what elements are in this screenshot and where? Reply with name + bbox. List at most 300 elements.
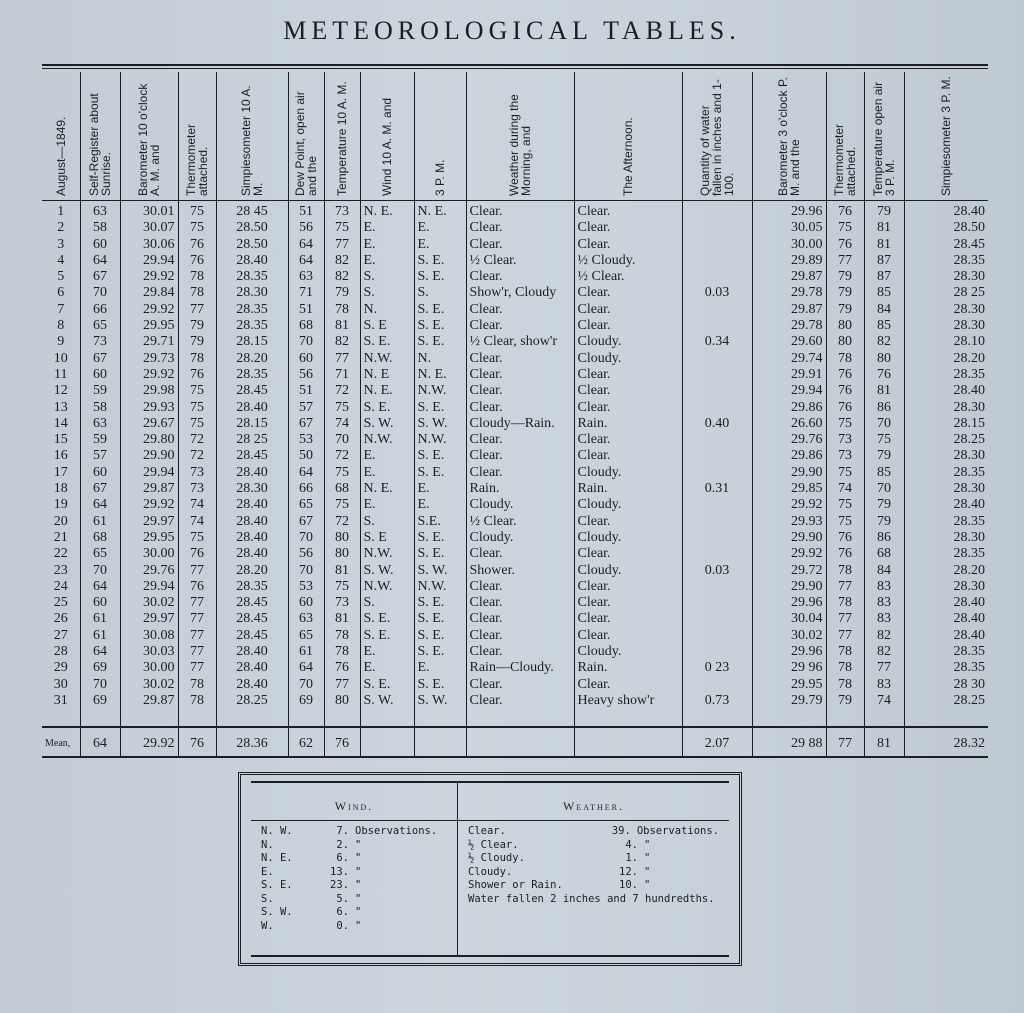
table-cell: 78 [826,644,864,660]
table-cell: 29.78 [752,285,826,301]
weather-heading: Weather. [458,783,729,821]
table-cell: Clear. [574,448,682,464]
table-cell: 51 [288,201,324,221]
wind-dir: S. W. [261,906,293,918]
table-cell: N. E. [360,383,414,399]
table-cell: 0.03 [682,285,752,301]
table-cell: 28.35 [953,660,985,676]
table-cell: 76 [826,546,864,562]
table-cell: 28.35 [216,579,288,595]
table-cell: ½ Clear. [466,253,574,269]
table-cell: 28.40 [216,546,288,562]
mean-cell: 81 [864,727,904,757]
table-cell: E. [360,644,414,660]
table-cell: 79 [864,514,904,530]
table-cell: 29.90 [752,579,826,595]
table-cell: 28.40 [216,677,288,693]
weather-kind: Shower or Rain. [468,879,563,891]
table-cell: 56 [288,367,324,383]
table-cell: Clear. [574,220,682,236]
table-cell: 82 [324,334,360,350]
weather-count: 1. [625,852,638,864]
weather-count: 4. [625,838,638,851]
table-cell: 29.89 [752,253,826,269]
wind-unit: " [355,838,362,851]
table-cell: 30.00 [120,546,178,562]
table-cell [682,497,752,513]
table-cell: 28.35 [216,302,288,318]
wind-dir: E. [261,865,274,878]
table-cell: N.W. [360,351,414,367]
table-row [42,448,988,464]
table-cell: E. [360,253,414,269]
table-cell: 29 [42,660,80,676]
table-cell: 81 [864,220,904,236]
table-cell: E. [414,481,466,497]
table-cell: 22 [42,546,80,562]
table-cell: 80 [826,334,864,350]
table-cell: E. [360,465,414,481]
table-cell: 77 [826,611,864,627]
table-cell: 28.40 [216,497,288,513]
table-cell: 76 [178,367,216,383]
table-cell: 29.80 [120,432,178,448]
table-row [42,432,988,448]
table-cell: Clear. [574,318,682,334]
table-cell: 75 [324,579,360,595]
table-cell: 51 [288,383,324,399]
table-cell: 30.00 [752,237,826,253]
table-cell: 78 [178,351,216,367]
table-cell: N.W. [414,579,466,595]
table-cell: Clear. [466,367,574,383]
weather-unit: " [644,852,651,864]
table-cell: 73 [178,481,216,497]
table-cell: Clear. [466,644,574,660]
table-cell [682,318,752,334]
table-cell: 63 [80,201,120,221]
table-cell: 60 [80,595,120,611]
table-cell: Cloudy. [574,334,682,350]
table-cell: 29.90 [120,448,178,464]
table-cell: 60 [80,237,120,253]
table-cell: 76 [826,530,864,546]
table-cell: 75 [826,416,864,432]
column-header [574,72,682,201]
table-cell [682,448,752,464]
table-cell [682,530,752,546]
table-cell: 77 [826,628,864,644]
table-cell [682,611,752,627]
table-cell: 28.25 [953,692,985,708]
table-cell: 74 [826,481,864,497]
table-cell [682,367,752,383]
table-cell: 29.92 [120,497,178,513]
table-cell: 29.84 [120,285,178,301]
table-row [42,285,988,301]
wind-row [261,852,447,866]
table-cell: Clear. [574,302,682,318]
table-row [42,677,988,693]
column-header [414,72,466,201]
table-cell: 0.31 [682,481,752,497]
column-header-label: Barometer 3 o'clock P. M. and the [776,77,802,196]
table-cell: 67 [288,416,324,432]
mean-cell: 64 [80,727,120,757]
table-cell: 0.40 [682,416,752,432]
table-cell: 28.30 [953,301,985,317]
table-cell: 79 [324,285,360,301]
table-cell: 28 25 [953,285,985,301]
table-cell: N. E. [360,481,414,497]
wind-dir: W. [261,919,274,932]
column-header-label: The Afternoon. [621,117,635,196]
table-cell: 64 [80,579,120,595]
table-cell: 10 [42,351,80,367]
table-cell: 58 [80,400,120,416]
table-cell: 57 [288,400,324,416]
table-cell: Clear. [574,432,682,448]
table-cell: 18 [42,481,80,497]
column-header-label: Barometer 10 o'clock A. M. and [136,83,162,196]
table-cell: 29.94 [120,253,178,269]
table-cell: 61 [80,628,120,644]
table-cell: 30 [42,677,80,693]
table-cell: 28.40 [216,514,288,530]
table-cell: 28.20 [216,563,288,579]
column-header [826,72,864,201]
table-cell: 72 [324,448,360,464]
table-cell: 77 [178,628,216,644]
table-cell: 28.45 [216,611,288,627]
table-cell [682,628,752,644]
table-cell: 70 [288,334,324,350]
table-cell: 61 [80,611,120,627]
table-cell: 24 [42,579,80,595]
table-cell: 69 [80,693,120,709]
table-cell: S. E. [414,465,466,481]
table-cell: 85 [864,465,904,481]
table-cell: Clear. [574,400,682,416]
table-cell: 76 [826,400,864,416]
table-row [42,628,988,644]
table-cell: S. E. [414,448,466,464]
table-cell: 65 [288,497,324,513]
table-cell: N.W. [360,546,414,562]
table-cell: 15 [42,432,80,448]
table-cell: 28.45 [216,628,288,644]
table-cell: S. E. [414,611,466,627]
table-cell: E. [414,660,466,676]
mean-cell: Mean, [42,727,80,757]
table-cell: 81 [864,237,904,253]
table-cell: 28.35 [216,318,288,334]
table-cell: 77 [324,237,360,253]
table-cell: Cloudy. [466,530,574,546]
table-cell: 64 [288,465,324,481]
table-cell: 86 [864,400,904,416]
column-header-label: Temperature open air 3 P. M. [871,81,897,196]
table-cell: 78 [324,302,360,318]
table-cell: 30.08 [120,628,178,644]
table-cell: E. [360,497,414,513]
table-cell: 29.96 [752,201,826,221]
table-cell: 76 [826,237,864,253]
top-rule [42,64,988,66]
table-cell: Cloudy. [574,351,682,367]
table-cell: 28.40 [953,611,985,627]
table-cell: 61 [80,514,120,530]
table-cell: 28.35 [953,546,985,562]
table-cell: 28.40 [953,497,985,513]
spacer-row [42,709,988,726]
table-cell: 30.05 [752,220,826,236]
table-cell: S. E. [414,595,466,611]
table-cell: S. W. [360,693,414,709]
wind-count: 2. [336,838,349,851]
column-header [42,72,80,201]
table-cell: 76 [178,237,216,253]
table-cell: S.E. [414,514,466,530]
table-row [42,546,988,562]
table-cell [682,465,752,481]
table-cell: 78 [826,677,864,693]
column-header-label: August—1849. [53,116,68,196]
table-cell: 75 [178,416,216,432]
column-header [216,72,288,201]
column-header-label: Quantity of water fallen in inches and 1-100. [698,79,736,196]
table-cell: 29.92 [120,302,178,318]
column-header [324,72,360,201]
table-cell: Clear. [466,579,574,595]
column-header [288,72,324,201]
table-cell: 59 [80,432,120,448]
weather-summary [458,783,729,955]
table-cell: S. [360,514,414,530]
table-cell [682,546,752,562]
table-cell: S. E [360,530,414,546]
table-cell: 68 [864,546,904,562]
table-cell: 81 [864,383,904,399]
table-cell: N. E [360,367,414,383]
mean-cell [360,727,414,757]
wind-row [261,920,447,934]
table-cell [682,351,752,367]
table-cell: 28.30 [953,481,985,497]
wind-count: 6. [336,852,349,864]
table-cell: 63 [80,416,120,432]
weather-count: 39. [611,825,631,837]
table-cell: 77 [324,677,360,693]
table-cell: 57 [80,448,120,464]
table-cell: 28.30 [953,399,985,415]
table-cell: Cloudy. [574,644,682,660]
mean-cell [466,727,574,757]
table-cell: 60 [288,351,324,367]
table-cell: 28.30 [953,529,985,545]
table-cell: 73 [324,595,360,611]
table-cell: S. E [360,318,414,334]
table-cell: 28.20 [953,562,985,578]
table-cell: 75 [324,220,360,236]
table-cell: 64 [288,237,324,253]
table-cell: 76 [324,660,360,676]
table-cell [682,302,752,318]
table-cell: N. E. [414,201,466,221]
table-cell: S. [360,269,414,285]
table-cell: Clear. [574,201,682,221]
mean-cell: 76 [178,727,216,757]
table-cell: 28.20 [953,350,985,366]
table-cell: 70 [864,416,904,432]
table-cell: 56 [288,220,324,236]
table-cell: 75 [826,497,864,513]
table-cell: S. E. [360,628,414,644]
table-cell: 64 [80,253,120,269]
table-cell: 70 [288,563,324,579]
table-cell: 75 [178,383,216,399]
mean-row [42,727,988,757]
table-row [42,383,988,399]
table-cell: 28.35 [953,644,985,660]
table-cell: N. [360,302,414,318]
table-cell: 30.02 [752,628,826,644]
table-cell: 66 [288,481,324,497]
column-header-label: Dew Point, open air and the [293,91,319,196]
table-cell: 75 [178,201,216,221]
table-cell: Clear. [574,367,682,383]
table-cell: 74 [864,693,904,709]
table-cell: S. E. [360,334,414,350]
table-cell: 2 [42,220,80,236]
table-cell: 9 [42,334,80,350]
weather-unit: " [644,879,651,891]
table-cell: 78 [178,693,216,709]
table-cell: S. E. [414,269,466,285]
table-cell: 29.94 [120,465,178,481]
table-cell: 85 [864,285,904,301]
table-cell: 75 [178,530,216,546]
table-cell: 77 [826,253,864,269]
table-cell: S. W. [360,563,414,579]
table-cell: Clear. [466,351,574,367]
table-cell: S. W. [414,563,466,579]
table-row [42,481,988,497]
table-cell: 28.50 [216,237,288,253]
wind-row [261,839,447,853]
table-cell: S. E. [414,400,466,416]
table-cell: 29.73 [120,351,178,367]
table-cell: 81 [324,563,360,579]
table-cell: 28.40 [953,383,985,399]
table-cell: 29.96 [752,595,826,611]
table-cell: 79 [178,318,216,334]
table-cell: 28.35 [953,252,985,268]
table-cell: 67 [80,351,120,367]
table-cell: 77 [178,644,216,660]
table-cell: 60 [80,465,120,481]
wind-row [261,893,447,907]
table-cell: 0.73 [682,693,752,709]
table-cell: 71 [324,367,360,383]
wind-row [261,825,447,839]
table-cell: 70 [864,481,904,497]
table-cell: 29.78 [752,318,826,334]
table-cell: 72 [324,383,360,399]
table-cell: 78 [178,269,216,285]
table-cell [682,201,752,221]
table-cell: 75 [324,465,360,481]
table-cell: E. [360,220,414,236]
table-cell: 75 [864,432,904,448]
table-cell: 17 [42,465,80,481]
table-cell: 29.87 [120,693,178,709]
table-cell: 76 [826,383,864,399]
table-row [42,334,988,350]
table-cell: 67 [80,269,120,285]
table-cell: 26 [42,611,80,627]
table-cell: 0.03 [682,563,752,579]
table-cell: 3 [42,237,80,253]
table-cell: 81 [324,611,360,627]
table-cell: 75 [324,400,360,416]
table-cell: 28.30 [216,285,288,301]
table-cell: 71 [288,285,324,301]
table-cell: 85 [864,318,904,334]
table-cell: 63 [288,611,324,627]
table-cell: 77 [178,611,216,627]
table-cell: 29.67 [120,416,178,432]
page-title: METEOROLOGICAL TABLES. [283,16,741,45]
table-cell: 5 [42,269,80,285]
table-cell [682,514,752,530]
table-cell: N.W. [360,579,414,595]
table-cell: 77 [178,563,216,579]
wind-count: 6. [336,906,349,918]
table-cell: 74 [324,416,360,432]
table-cell: Show'r, Cloudy [466,285,574,301]
table-cell: S. W. [414,693,466,709]
table-cell: Clear. [466,546,574,562]
table-cell: S. E. [360,611,414,627]
table-cell: 30.01 [120,201,178,221]
table-cell: 75 [826,514,864,530]
table-cell: 70 [80,677,120,693]
table-cell: 70 [288,530,324,546]
table-cell: 68 [324,481,360,497]
table-cell: 64 [288,660,324,676]
table-cell: 79 [864,497,904,513]
table-cell: 30.02 [120,595,178,611]
table-cell: Clear. [574,628,682,644]
table-row [42,220,988,236]
table-cell: N. E. [360,201,414,221]
table-cell: 75 [324,497,360,513]
table-cell: 65 [80,318,120,334]
table-cell: 66 [80,302,120,318]
table-row [42,644,988,660]
table-cell: S. E. [414,677,466,693]
table-cell: Rain. [574,416,682,432]
table-cell: 29.60 [752,334,826,350]
table-cell: E. [414,220,466,236]
table-cell: N. E. [414,367,466,383]
table-cell: 77 [178,660,216,676]
wind-unit: " [355,892,362,905]
table-cell: E. [414,237,466,253]
table-cell: 4 [42,253,80,269]
table-cell: 78 [826,563,864,579]
